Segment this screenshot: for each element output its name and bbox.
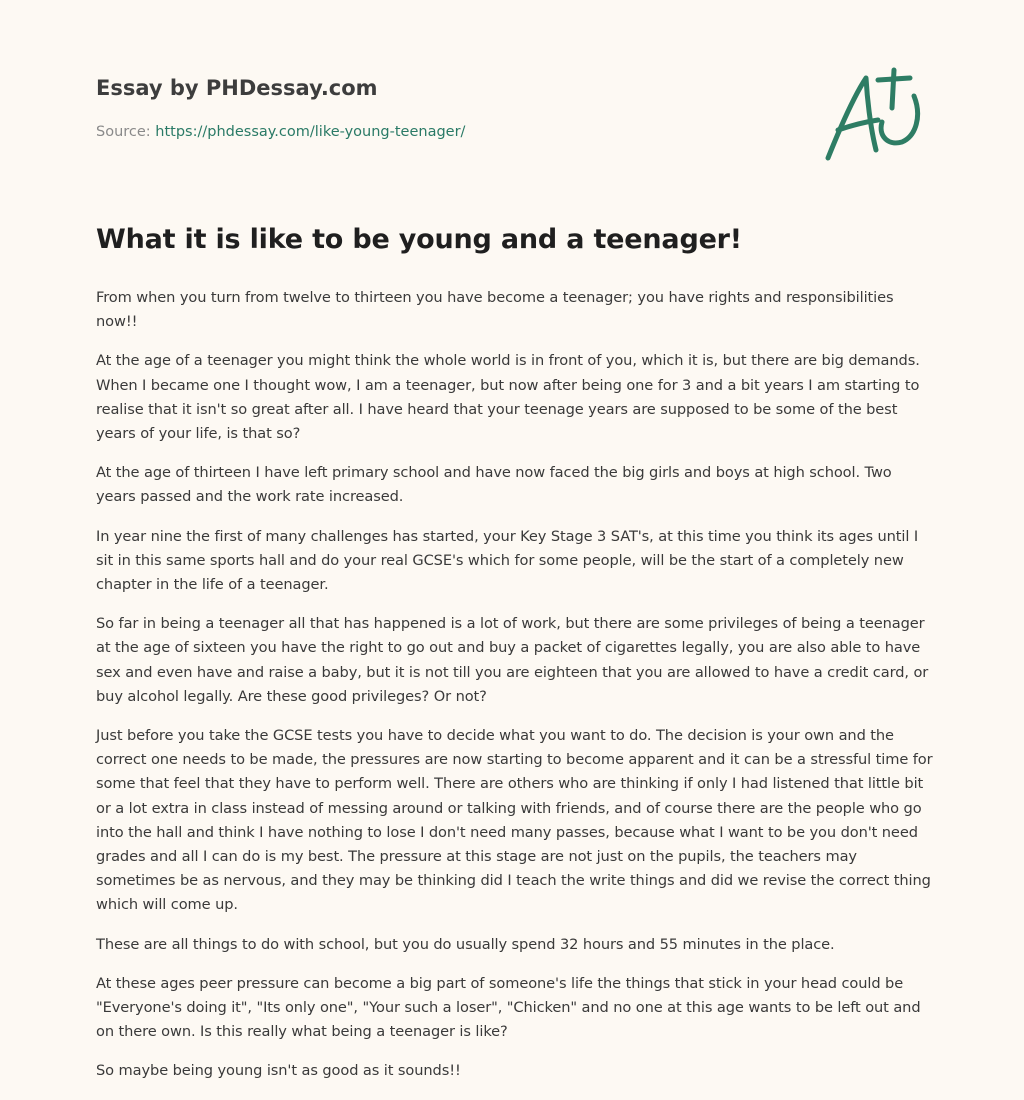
paragraph: From when you turn from twelve to thirteen you have become a teenager; you have rights and responsibilities now!!	[96, 289, 894, 331]
paragraph: Just before you take the GCSE tests you have to decide what you want to do. The decision is your own and the correct one needs to be made, the pressures are now starting to become apparent and it can be a stressful time for some that feel that they have to perform well. There are others who are thinking if only I had listened that little bit or a lot extra in class instead of messing around or talking with friends, and of course there are the people who go into the hall and think I have nothing to lose I don't need many passes, because what I want to be you don't need grades and all I can do is my best. The pressure at this stage are not just on the pupils, the teachers may sometimes be as nervous, and they may be thinking did I teach the write things and did we revise the correct thing which will come up.	[96, 727, 933, 914]
source-label: Source:	[96, 124, 156, 140]
source-line	[96, 124, 465, 140]
site-title: Essay by PHDessay.com	[96, 76, 378, 100]
a-plus-logo-icon	[820, 66, 930, 166]
paragraph: At the age of a teenager you might think the whole world is in front of you, which it is, but there are big demands. When I became one I thought wow, I am a teenager, but now after being one for 3 and a bit years I am starting to realise that it isn't so great after all. I have heard that your teenage years are supposed to be some of the best years of your life, is that so?	[96, 352, 920, 443]
paragraph: At these ages peer pressure can become a big part of someone's life the things that stick in your head could be "Everyone's doing it", "Its only one", "Your such a loser", "Chicken" and no one at this age wants to be left out and on there own. Is this really what being a teenager is like?	[96, 974, 921, 1041]
paragraph: These are all things to do with school, but you do usually spend 32 hours and 55 minutes in the place.	[96, 935, 835, 953]
paragraph: So far in being a teenager all that has happened is a lot of work, but there are some privileges of being a teenager at the age of sixteen you have the right to go out and buy a packet of cigarettes legally, you are also able to have sex and even have and raise a baby, but it is not till you are eighteen that you are allowed to have a credit card, or buy alcohol legally. Are these good privileges? Or not?	[96, 615, 929, 705]
source-link[interactable]: https://phdessay.com/like-young-teenager/	[155, 124, 466, 140]
paragraph: So maybe being young isn't as good as it sounds!!	[96, 1062, 461, 1080]
paragraph: In year nine the first of many challenges has started, your Key Stage 3 SAT's, at this time you think its ages until I sit in this same sports hall and do your real GCSE's which for some people, will be the start of a completely new chapter in the life of a teenager.	[96, 527, 919, 594]
essay-body	[96, 286, 934, 1099]
essay-title: What it is like to be young and a teenager!	[96, 224, 742, 255]
paragraph: At the age of thirteen I have left primary school and have now faced the big girls and boys at high school. Two years passed and the work rate increased.	[96, 464, 892, 506]
